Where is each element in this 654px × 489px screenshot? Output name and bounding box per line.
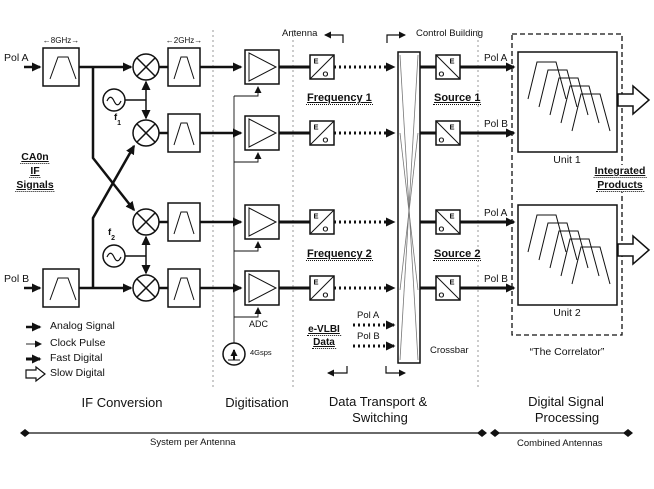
combined-antennas-label: Combined Antennas <box>517 438 603 449</box>
oe-converter-row4-icon <box>436 276 460 300</box>
svg-text:O: O <box>438 224 445 234</box>
eo-converter-row1-icon <box>310 55 334 79</box>
unit2-label: Unit 2 <box>553 307 581 319</box>
filter-2ghz-row3-icon <box>168 203 200 241</box>
pol-b-input-label: Pol B <box>4 273 30 285</box>
eo-converter-row4-icon <box>310 276 334 300</box>
svg-text:E: E <box>449 211 455 221</box>
filter-2ghz-row1-icon <box>168 48 200 86</box>
section-digitisation-label: Digitisation <box>225 395 289 410</box>
svg-text:E: E <box>449 122 455 132</box>
mixer-1-icon <box>133 54 159 80</box>
oscillator-f2-icon <box>103 245 125 267</box>
adc-label: ADC <box>249 319 269 329</box>
crossbar-direction-arrow <box>386 366 405 373</box>
correlator-unit1-icon <box>518 52 617 152</box>
svg-text:O: O <box>438 135 445 145</box>
adc-row2-icon <box>245 116 279 150</box>
unit2-pol-b-label: Pol B <box>484 274 508 285</box>
evlbi-label-line2: Data <box>313 337 335 348</box>
mixer-2-icon <box>133 120 159 146</box>
svg-text:E: E <box>449 56 455 66</box>
oe-converter-row3-icon <box>436 210 460 234</box>
evlbi-pol-a-label: Pol A <box>357 310 380 321</box>
svg-text:O: O <box>322 224 329 234</box>
clock-source-icon <box>223 343 245 365</box>
control-building-direction-arrow <box>387 35 405 43</box>
filter-8ghz-pol-b-icon <box>43 269 79 307</box>
filter-8ghz-pol-a-icon <box>43 48 79 86</box>
adc-row3-icon <box>245 205 279 239</box>
oscillator-f1-icon <box>103 89 125 111</box>
evlbi-direction-arrow <box>328 366 347 373</box>
section-dsp-line2: Processing <box>534 410 600 425</box>
eo-converter-row2-icon <box>310 121 334 145</box>
section-data-transport-line2: Switching <box>352 410 408 425</box>
mixer-3-icon <box>133 209 159 235</box>
legend-clock-label: Clock Pulse <box>50 337 106 349</box>
svg-text:E: E <box>449 277 455 287</box>
source1-label: Source 1 <box>434 92 481 104</box>
frequency1-label: Frequency 1 <box>307 92 372 104</box>
svg-text:O: O <box>322 135 329 145</box>
adc-row4-icon <box>245 271 279 305</box>
correlator-unit2-icon <box>518 205 617 305</box>
svg-text:O: O <box>322 69 329 79</box>
legend-slow-label: Slow Digital <box>50 367 105 379</box>
mixer-4-icon <box>133 275 159 301</box>
clock-to-adc1-arrow <box>234 87 258 96</box>
legend-slow-arrow-icon <box>26 367 45 381</box>
source2-label: Source 2 <box>434 248 481 260</box>
svg-text:O: O <box>438 69 445 79</box>
unit1-pol-a-label: Pol A <box>484 53 508 64</box>
section-dsp-line1: Digital Signal <box>528 394 604 409</box>
filter-2ghz-row4-icon <box>168 269 200 307</box>
bandwidth-2ghz-label: ←2GHz→ <box>165 36 203 45</box>
svg-text:E: E <box>313 211 319 221</box>
oe-converter-row2-icon <box>436 121 460 145</box>
svg-text:E: E <box>313 56 319 66</box>
svg-text:O: O <box>438 290 445 300</box>
crossbar-switch-icon <box>398 52 420 363</box>
antenna-label: Antenna <box>282 28 318 39</box>
frequency2-label: Frequency 2 <box>307 248 372 260</box>
pol-a-input-label: Pol A <box>4 52 29 64</box>
clock-rate-label: 4Gsps <box>250 348 272 357</box>
section-data-transport-line1: Data Transport & <box>328 394 428 409</box>
ca0n-label-line3: Signals <box>16 179 54 191</box>
integrated-products-line2: Products <box>597 179 643 191</box>
bandwidth-8ghz-label: ←8GHz→ <box>42 36 80 45</box>
eo-converter-row3-icon <box>310 210 334 234</box>
legend-fast-label: Fast Digital <box>50 352 103 364</box>
ca0n-label-line2: IF <box>30 165 40 177</box>
svg-text:O: O <box>322 290 329 300</box>
unit2-pol-a-label: Pol A <box>484 208 508 219</box>
integrated-products-line1: Integrated <box>594 165 646 177</box>
section-if-conversion-label: IF Conversion <box>81 395 163 410</box>
clock-to-adc3-arrow <box>234 242 258 251</box>
svg-text:E: E <box>313 277 319 287</box>
svg-text:E: E <box>313 122 319 132</box>
evlbi-pol-b-label: Pol B <box>357 331 380 342</box>
control-building-label: Control Building <box>416 28 484 39</box>
evlbi-label-line1: e-VLBI <box>308 324 340 335</box>
clock-to-adc2-arrow <box>234 153 258 162</box>
system-per-antenna-label: System per Antenna <box>150 437 236 448</box>
osc-f1-label: $f_1$ <box>114 112 122 127</box>
adc-row1-icon <box>245 50 279 84</box>
osc-f2-label: $f_2$ <box>108 227 116 242</box>
legend-analog-label: Analog Signal <box>50 320 115 332</box>
clock-to-adc4-arrow <box>234 308 258 317</box>
oe-converter-row1-icon <box>436 55 460 79</box>
correlator-name-label: “The Correlator” <box>529 346 605 358</box>
filter-2ghz-row2-icon <box>168 114 200 152</box>
unit1-label: Unit 1 <box>553 154 581 166</box>
crossbar-label: Crossbar <box>430 345 469 356</box>
antenna-direction-arrow <box>325 35 343 43</box>
unit1-pol-b-label: Pol B <box>484 119 508 130</box>
ca0n-label-line1: CA0n <box>21 151 49 163</box>
